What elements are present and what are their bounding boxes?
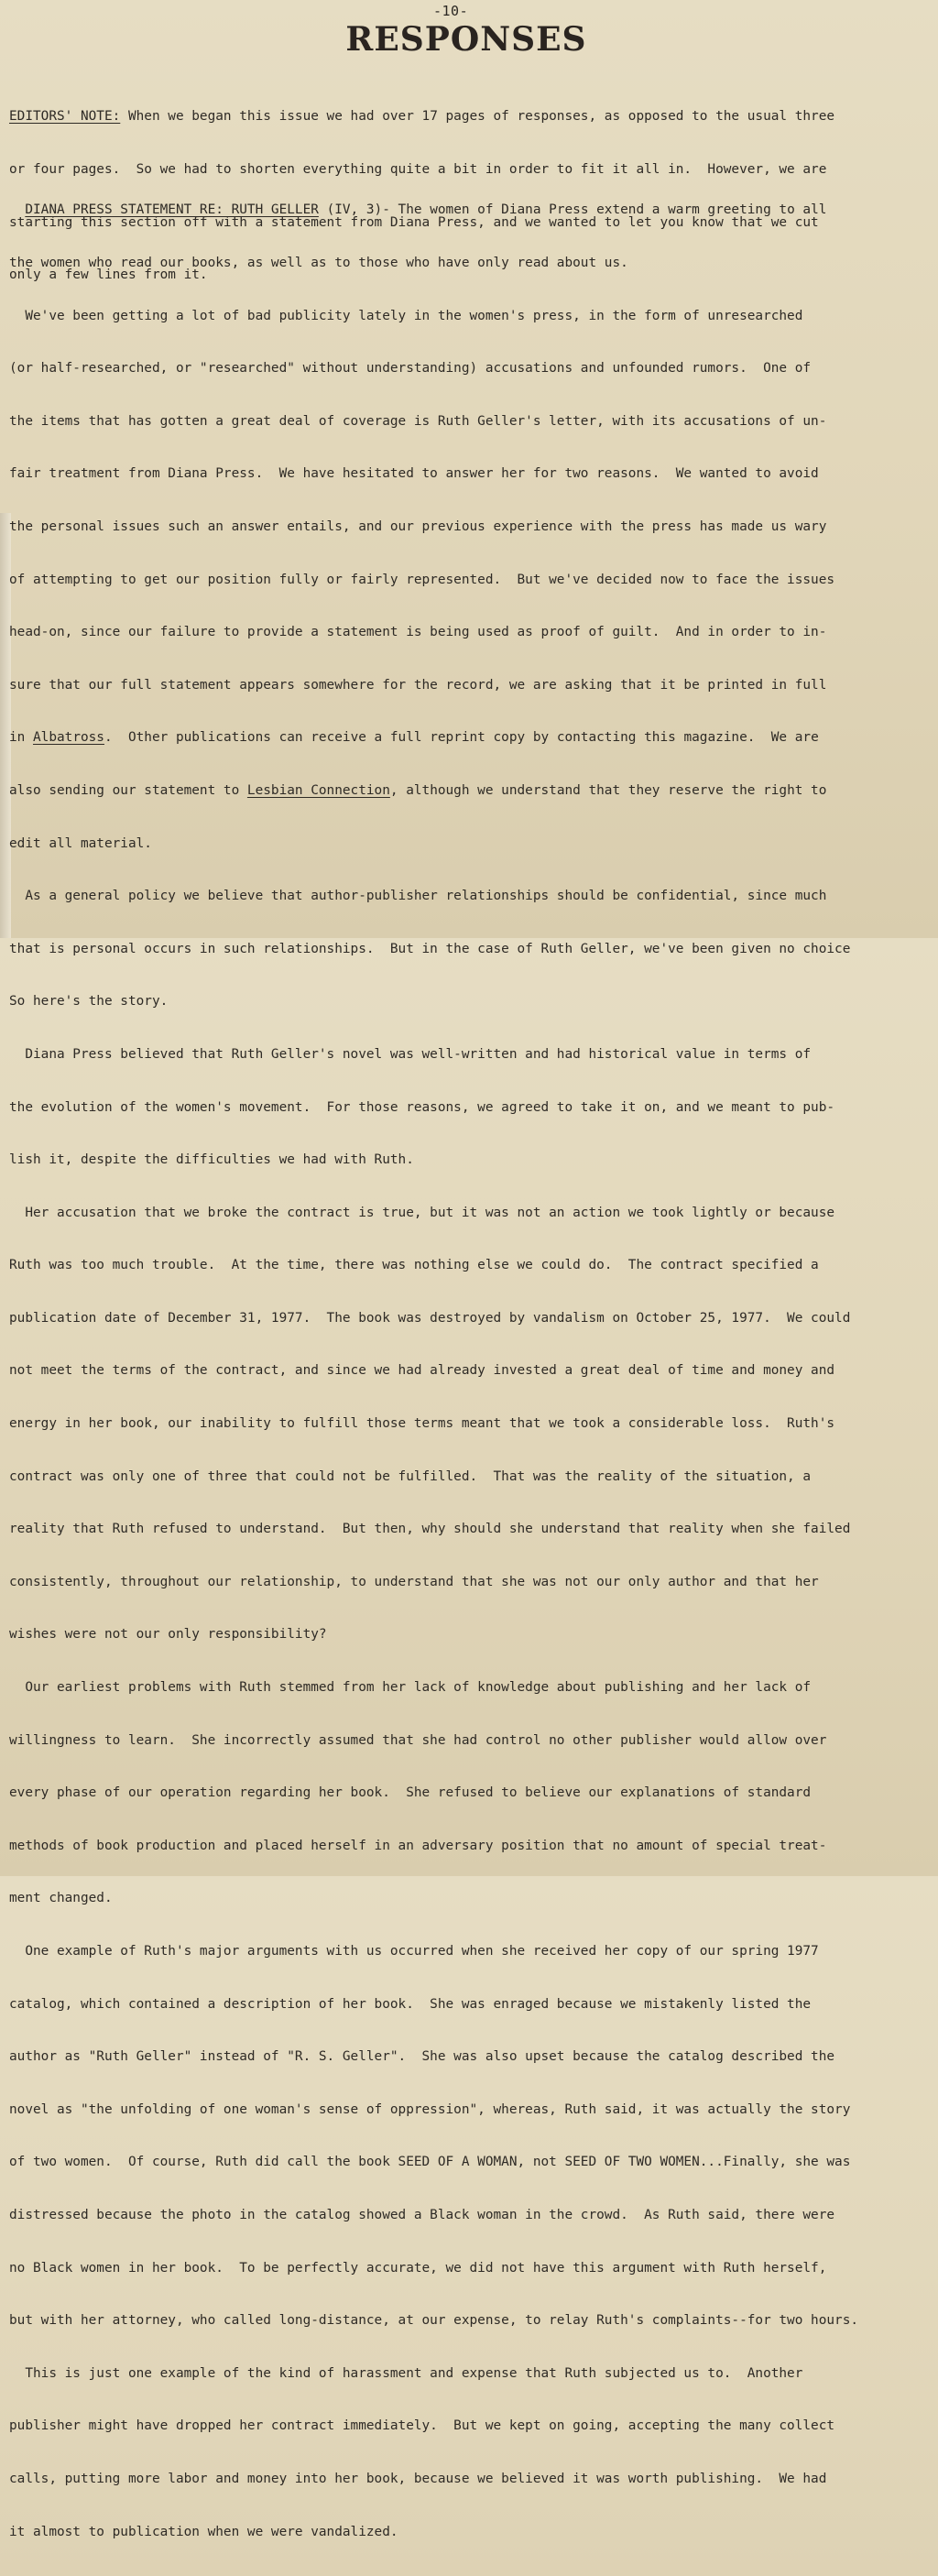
statement-line: sure that our full statement appears somewhere for the record, we are asking that it be printed in full — [9, 677, 827, 693]
statement-line: not meet the terms of the contract, and since we had already invested a great deal of time and money and — [9, 1363, 835, 1379]
statement-line: of two women. Of course, Ruth did call the book SEED OF A WOMAN, not SEED OF TWO WOMEN...Finally, she was — [9, 2155, 851, 2170]
editors-note-line: EDITORS' NOTE: When we began this issue we had over 17 pages of responses, as opposed to the usual three — [9, 109, 835, 125]
statement-line: We've been getting a lot of bad publicity lately in the women's press, in the form of unresearched — [9, 308, 803, 323]
statement-line: calls, putting more labor and money into her book, because we believed it was worth publishing. We had — [9, 2471, 827, 2486]
statement-line: it almost to publication when we were vandalized. — [9, 2524, 398, 2539]
statement-line: One example of Ruth's major arguments with us occurred when she received her copy of our spring 1977 — [9, 1944, 819, 1959]
statement-line: novel as "the unfolding of one woman's sense of oppression", whereas, Ruth said, it was actually the story — [9, 2101, 851, 2117]
statement-line: author as "Ruth Geller" instead of "R. S. Geller". She was also upset because the catalog described the — [9, 2049, 835, 2065]
statement-line: willingness to learn. She incorrectly assumed that she had control no other publisher would allow over — [9, 1732, 827, 1748]
statement-line: consistently, throughout our relationship, to understand that she was not our only author and that her — [9, 1574, 819, 1589]
statement-line: the items that has gotten a great deal of coverage is Ruth Geller's letter, with its accusations of un- — [9, 413, 827, 429]
statement-line: that is personal occurs in such relationships. But in the case of Ruth Geller, we've been given no choice — [9, 941, 851, 956]
statement-line: head-on, since our failure to provide a statement is being used as proof of guilt. And in order to in- — [9, 625, 827, 640]
statement-line: publisher might have dropped her contract immediately. But we kept on going, accepting the many collect — [9, 2418, 835, 2434]
statement-line: no Black women in her book. To be perfectly accurate, we did not have this argument with Ruth herself, — [9, 2260, 827, 2276]
statement-line: wishes were not our only responsibility? — [9, 1627, 327, 1643]
statement-line: also sending our statement to Lesbian Connection, although we understand that they reserve the right to — [9, 782, 827, 798]
statement-line: methods of book production and placed herself in an adversary position that no amount of special treat- — [9, 1838, 827, 1853]
statement-line: DIANA PRESS STATEMENT RE: RUTH GELLER (IV, 3)- The women of Diana Press extend a warm greeting to all — [25, 202, 827, 218]
page-title: RESPONSES — [345, 20, 587, 59]
statement-line: contract was only one of three that could not be fulfilled. That was the reality of the situation, a — [9, 1468, 812, 1484]
statement-line: Ruth was too much trouble. At the time, there was nothing else we could do. The contract specified a — [9, 1258, 819, 1273]
statement-line: edit all material. — [9, 835, 152, 851]
statement-line: (or half-researched, or "researched" without understanding) accusations and unfounded rumors. One of — [9, 361, 812, 377]
statement-line: the women who read our books, as well as to those who have only read about us. — [9, 256, 628, 270]
statement-line: energy in her book, our inability to fulfill those terms meant that we took a considerable loss. Ruth's — [9, 1416, 835, 1432]
document-page — [7, 0, 934, 2539]
statement-line: Diana Press believed that Ruth Geller's novel was well-written and had historical value in terms of — [9, 1046, 812, 1062]
publication-lesbian-connection: Lesbian Connection — [246, 782, 390, 798]
statement-line: ment changed. — [9, 1891, 113, 1906]
diana-press-statement — [9, 167, 934, 2576]
statement-line: distressed because the photo in the catalog showed a Black woman in the crowd. As Ruth said, there were — [9, 2207, 835, 2222]
statement-line: Our earliest problems with Ruth stemmed from her lack of knowledge about publishing and her lack of — [9, 1680, 812, 1696]
statement-line: but with her attorney, who called long-distance, at our expense, to relay Ruth's complaints--for two hours. — [9, 2313, 859, 2329]
statement-line: lish it, despite the difficulties we had with Ruth. — [9, 1152, 414, 1168]
editors-note-line: starting this section off with a statement from Diana Press, and we wanted to let you know that we cut — [9, 214, 819, 230]
statement-line: of attempting to get our position fully or fairly represented. But we've decided now to face the issues — [9, 572, 835, 587]
statement-line: catalog, which contained a description of her book. She was enraged because we mistakenly listed the — [9, 1996, 812, 2012]
statement-line: in Albatross. Other publications can receive a full reprint copy by contacting this magazine. We are — [9, 730, 819, 746]
editors-note-label: EDITORS' NOTE: — [9, 109, 121, 125]
statement-line: So here's the story. — [9, 994, 169, 1010]
statement-line: fair treatment from Diana Press. We have hesitated to answer her for two reasons. We wanted to avoid — [9, 466, 819, 482]
statement-line: Her accusation that we broke the contract is true, but it was not an action we took lightly or because — [9, 1205, 835, 1220]
statement-line: every phase of our operation regarding her book. She refused to believe our explanations of standard — [9, 1785, 812, 1801]
page-number: -10- — [433, 3, 469, 19]
editors-note-line: or four pages. So we had to shorten everything quite a bit in order to fit it all in. However, we are — [9, 162, 827, 177]
statement-line: This is just one example of the kind of harassment and expense that Ruth subjected us to. Another — [9, 2365, 803, 2381]
statement-line: reality that Ruth refused to understand. But then, why should she understand that reality when she failed — [9, 1522, 851, 1537]
statement-line: the personal issues such an answer entails, and our previous experience with the press has made us wary — [9, 518, 827, 534]
statement-line: As a general policy we believe that author-publisher relationships should be confidential, since much — [9, 889, 827, 904]
statement-line: publication date of December 31, 1977. The book was destroyed by vandalism on October 25, 1977. We could — [9, 1310, 851, 1326]
publication-albatross: Albatross — [33, 730, 104, 746]
editors-note-line: only a few lines from it. — [9, 267, 208, 283]
statement-line: the evolution of the women's movement. For those reasons, we agreed to take it on, and we meant to pub- — [9, 1099, 835, 1115]
statement-title: DIANA PRESS STATEMENT RE: RUTH GELLER — [25, 202, 319, 218]
